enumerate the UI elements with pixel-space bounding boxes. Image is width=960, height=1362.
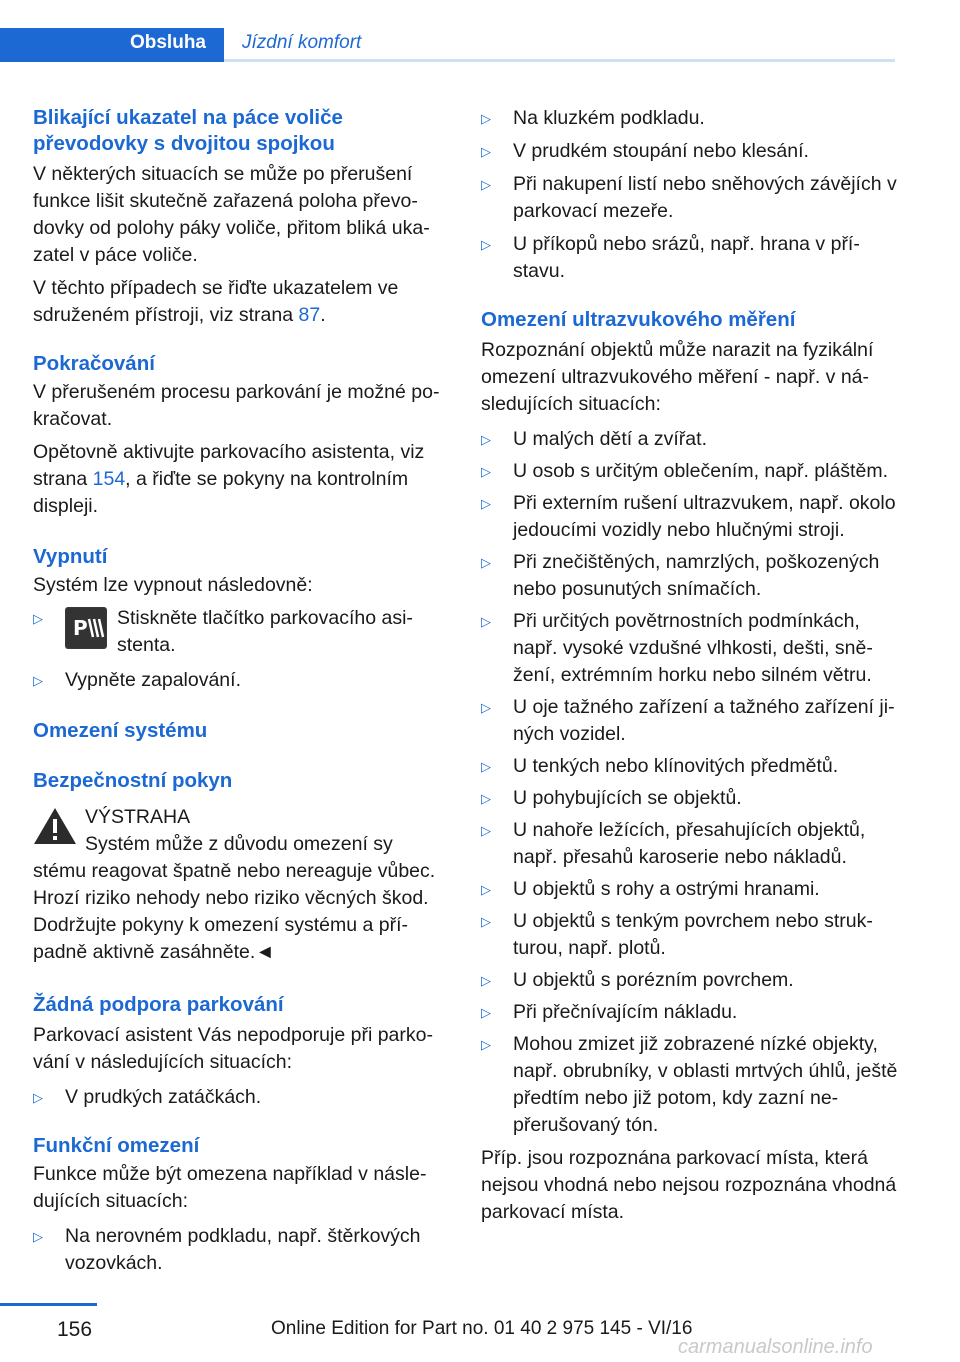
- warning-triangle-icon: [33, 806, 77, 846]
- triangle-bullet-icon: ▷: [481, 759, 491, 774]
- list-item: [481, 549, 901, 603]
- tab-obsluha-label: Obsluha: [129, 32, 206, 53]
- header: [0, 0, 895, 62]
- page-number: 156: [57, 1318, 93, 1341]
- triangle-bullet-icon: ▷: [33, 1090, 43, 1105]
- list: [481, 426, 901, 1139]
- triangle-bullet-icon: ▷: [481, 237, 491, 252]
- paragraph: Parkovací asistent Vás nepodporuje při parkování v následujících situacích:: [33, 1024, 433, 1073]
- list-item-text: U objektů s tenkým povrchem nebo strukturou, např. plotů.: [513, 910, 873, 959]
- list-item: [481, 1031, 901, 1139]
- tab-jizdni-komfort[interactable]: Jízdní komfort: [242, 32, 362, 53]
- paragraph: Příp. jsou rozpoznána parkovací místa, která nejsou vhodná nebo nejsou rozpoznána vhodná parkovací místa.: [481, 1147, 897, 1223]
- list-item-text: U oje tažného zařízení a tažného zařízení jiných vozidel.: [513, 696, 895, 745]
- list-item: [481, 908, 901, 962]
- list: [33, 1223, 445, 1277]
- list-item-text: U nahoře ležících, přesahujících objektů, např. přesahů karoserie nebo nákladů.: [513, 819, 866, 868]
- watermark: carmanualsonline.info: [678, 1336, 873, 1358]
- paragraph: Rozpoznání objektů může narazit na fyzikální omezení ultrazvukového měření - např. v následujících situacích:: [481, 339, 874, 415]
- list-item: [481, 138, 901, 165]
- list-item: [33, 1223, 445, 1277]
- list-item-text: Stiskněte tlačítko parkovacího asistenta.: [117, 607, 413, 656]
- list-item: [481, 967, 901, 994]
- list-item-text: Na nerovném podkladu, např. štěrkových vozovkách.: [65, 1225, 421, 1274]
- text: .: [320, 304, 326, 326]
- triangle-bullet-icon: ▷: [481, 432, 491, 447]
- list-item: [481, 231, 901, 285]
- list-item-text: V prudkém stoupání nebo klesání.: [513, 140, 809, 162]
- list-item: [481, 458, 901, 485]
- list-item-text: Vypněte zapalování.: [65, 669, 241, 691]
- section-title-off: Vypnutí: [33, 545, 108, 568]
- triangle-bullet-icon: ▷: [481, 700, 491, 715]
- triangle-bullet-icon: ▷: [481, 823, 491, 838]
- list-item-text: U příkopů nebo srázů, např. hrana v přístavu.: [513, 233, 860, 282]
- triangle-bullet-icon: ▷: [481, 111, 491, 126]
- text: , a řiďte se pokyny na kontrolním displeji.: [33, 468, 409, 517]
- section-title-no-support: Žádná podpora parkování: [33, 993, 284, 1016]
- parking-assistant-button-icon: [65, 607, 107, 649]
- list-item: [481, 753, 901, 780]
- warning-label: VÝSTRAHA: [85, 806, 191, 828]
- triangle-bullet-icon: ▷: [481, 791, 491, 806]
- triangle-bullet-icon: ▷: [481, 614, 491, 629]
- list-item: [481, 999, 901, 1026]
- list-item-text: Na kluzkém podkladu.: [513, 107, 705, 129]
- paragraph: Funkce může být omezena například v následujících situacích:: [33, 1163, 427, 1212]
- right-column: [481, 105, 901, 1226]
- paragraph: Systém lze vypnout následovně:: [33, 574, 313, 596]
- list-item-text: Mohou zmizet již zobrazené nízké objekty, např. obrubníky, v oblasti mrtvých úhlů, ještě předtím nebo již potom, kdy zazní nepřerušovaný tón.: [513, 1033, 898, 1136]
- list-item: [481, 785, 901, 812]
- section-title-continue: Pokračování: [33, 352, 155, 375]
- list-item: [481, 608, 901, 689]
- triangle-bullet-icon: ▷: [481, 973, 491, 988]
- list: [33, 605, 445, 694]
- list-item: [33, 605, 445, 659]
- warning-text: stému reagovat špatně nebo nereaguje vůbec. Hrozí riziko nehody nebo riziko věcných škod. Dodržujte pokyny k omezení systému a případně aktivně zasáhněte.◄: [33, 860, 436, 963]
- list-item: [481, 694, 901, 748]
- paragraph: [33, 439, 445, 520]
- warning-block: [33, 804, 445, 966]
- triangle-bullet-icon: ▷: [481, 144, 491, 159]
- section-title-limits: Omezení systému: [33, 719, 208, 742]
- list-item-text: Při přečnívajícím nákladu.: [513, 1001, 738, 1023]
- triangle-bullet-icon: ▷: [481, 464, 491, 479]
- page-link[interactable]: 87: [298, 304, 321, 326]
- paragraph: V některých situacích se může po přerušení funkce lišit skutečně zařazená poloha převodovky od polohy páky voliče, přitom bliká ukazatel v páce voliče.: [33, 163, 430, 266]
- triangle-bullet-icon: ▷: [33, 673, 43, 688]
- header-divider: [224, 59, 895, 62]
- list-item-text: V prudkých zatáčkách.: [65, 1086, 262, 1108]
- section-title-ultrasound: Omezení ultrazvukového měření: [481, 308, 796, 331]
- warning-text: Systém může z důvodu omezení sy: [85, 833, 393, 855]
- paragraph: [33, 275, 445, 329]
- list-item: [481, 876, 901, 903]
- edition-text: Online Edition for Part no. 01 40 2 975 145 - VI/16: [271, 1318, 693, 1339]
- list-item-text: Při určitých povětrnostních podmínkách, např. vysoké vzdušné vlhkosti, dešti, sněžení, extrémním horku nebo silném větru.: [513, 610, 873, 686]
- section-title-functional-limits: Funkční omezení: [33, 1134, 200, 1157]
- triangle-bullet-icon: ▷: [481, 496, 491, 511]
- footer-divider: [0, 1303, 97, 1306]
- list-item-text: Při nakupení listí nebo sněhových závějích v parkovací mezeře.: [513, 173, 897, 222]
- section-title-blink: Blikající ukazatel na páce voliče převodovky s dvojitou spojkou: [33, 106, 343, 155]
- list-item: [481, 426, 901, 453]
- triangle-bullet-icon: ▷: [33, 1229, 43, 1244]
- triangle-bullet-icon: ▷: [33, 611, 43, 626]
- triangle-bullet-icon: ▷: [481, 555, 491, 570]
- svg-text:P: P: [73, 616, 88, 640]
- triangle-bullet-icon: ▷: [481, 914, 491, 929]
- list: [481, 105, 901, 285]
- section-title-safety: Bezpečnostní pokyn: [33, 769, 233, 792]
- list-item-text: U osob s určitým oblečením, např. pláštěm.: [513, 460, 888, 482]
- triangle-bullet-icon: ▷: [481, 1005, 491, 1020]
- list-item: [481, 171, 901, 225]
- left-column: [33, 105, 445, 1277]
- list-item-text: Při externím rušení ultrazvukem, např. okolo jedoucími vozidly nebo hlučnými stroji.: [513, 492, 896, 541]
- triangle-bullet-icon: ▷: [481, 882, 491, 897]
- text: V těchto případech se řiďte ukazatelem ve sdruženém přístroji, viz strana: [33, 277, 399, 326]
- page-link[interactable]: 154: [92, 468, 126, 490]
- list-item-text: U tenkých nebo klínovitých předmětů.: [513, 755, 839, 777]
- list-item-text: U objektů s porézním povrchem.: [513, 969, 794, 991]
- list-item: [481, 105, 901, 132]
- list-item: [33, 667, 445, 694]
- list-item: [481, 817, 901, 871]
- list-item: [33, 1084, 445, 1111]
- triangle-bullet-icon: ▷: [481, 177, 491, 192]
- paragraph: V přerušeném procesu parkování je možné pokračovat.: [33, 381, 440, 430]
- list-item: [481, 490, 901, 544]
- list: [33, 1084, 445, 1111]
- list-item-text: U malých dětí a zvířat.: [513, 428, 707, 450]
- tab-obsluha[interactable]: [0, 28, 224, 62]
- triangle-bullet-icon: ▷: [481, 1037, 491, 1052]
- list-item-text: U objektů s rohy a ostrými hranami.: [513, 878, 820, 900]
- list-item-text: U pohybujících se objektů.: [513, 787, 742, 809]
- list-item-text: Při znečištěných, namrzlých, poškozených nebo posunutých snímačích.: [513, 551, 880, 600]
- text: Opětovně aktivujte parkovacího asistenta, viz strana: [33, 441, 425, 490]
